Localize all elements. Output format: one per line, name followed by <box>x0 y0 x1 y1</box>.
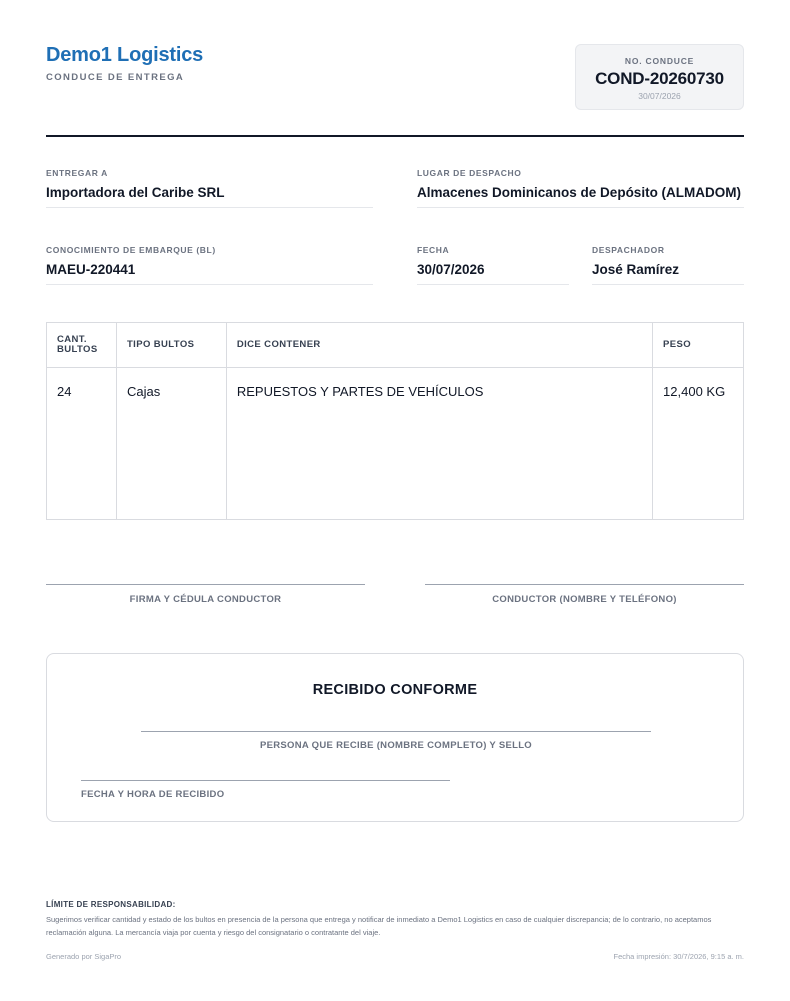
document-number-box <box>575 44 744 110</box>
disclaimer-text: Sugerimos verificar cantidad y estado de los bultos en presencia de la persona que entrega y notificar de inmediato a Demo1 Logistics en caso de cualquier discrepancia; de lo contrario, no aceptamos reclamación alguna. La mercancía viaja por cuenta y riesgo del consignatario o contratante del viaje. <box>46 915 712 937</box>
driver-name-label: CONDUCTOR (NOMBRE Y TELÉFONO) <box>492 594 677 605</box>
field-value: José Ramírez <box>592 262 680 277</box>
column-header-weight: PESO <box>653 323 744 368</box>
generated-by: Generado por SigaPro <box>46 952 122 961</box>
cell-contents: REPUESTOS Y PARTES DE VEHÍCULOS <box>226 368 652 520</box>
cell-weight: 12,400 KG <box>653 368 744 520</box>
column-header-contents: DICE CONTENER <box>226 323 652 368</box>
field-label: CONOCIMIENTO DE EMBARQUE (BL) <box>46 245 216 255</box>
column-header-qty: CANT. BULTOS <box>47 323 117 368</box>
field-value: 30/07/2026 <box>417 262 485 277</box>
items-table <box>46 322 744 520</box>
field-bill-of-lading <box>46 245 373 285</box>
received-datetime-line <box>81 780 450 800</box>
field-value: MAEU-220441 <box>46 262 136 277</box>
field-label: FECHA <box>417 245 450 255</box>
header-divider <box>46 135 744 137</box>
receiver-signature-label: PERSONA QUE RECIBE (NOMBRE COMPLETO) Y SELLO <box>259 740 532 751</box>
driver-signature-label: FIRMA Y CÉDULA CONDUCTOR <box>129 594 282 605</box>
cell-type: Cajas <box>116 368 226 520</box>
field-date <box>417 245 569 285</box>
field-label: ENTREGAR A <box>46 168 108 178</box>
received-box <box>46 653 744 822</box>
document-number-label: NO. CONDUCE <box>624 56 695 66</box>
received-datetime-label: FECHA Y HORA DE RECIBIDO <box>81 789 225 800</box>
driver-signature-line <box>46 584 365 605</box>
field-value: Importadora del Caribe SRL <box>46 185 225 200</box>
receiver-signature-line <box>141 731 651 751</box>
received-title: RECIBIDO CONFORME <box>312 682 478 698</box>
field-deliver-to <box>46 168 373 208</box>
cell-qty: 24 <box>47 368 117 520</box>
field-label: DESPACHADOR <box>592 245 665 255</box>
field-label: LUGAR DE DESPACHO <box>417 168 522 178</box>
print-timestamp: Fecha impresión: 30/7/2026, 9:15 a. m. <box>613 952 744 961</box>
driver-name-line <box>425 584 744 605</box>
table-header-row <box>47 323 744 368</box>
field-dispatch-place <box>417 168 744 208</box>
company-name: Demo1 Logistics <box>46 44 204 66</box>
field-dispatcher <box>592 245 744 285</box>
disclaimer-title: LÍMITE DE RESPONSABILIDAD: <box>46 900 176 909</box>
document-number: COND-20260730 <box>595 69 724 88</box>
document-type: CONDUCE DE ENTREGA <box>46 72 185 83</box>
column-header-type: TIPO BULTOS <box>116 323 226 368</box>
table-row <box>47 368 744 520</box>
field-value: Almacenes Dominicanos de Depósito (ALMADOM) <box>417 185 742 200</box>
document-date: 30/07/2026 <box>638 91 681 101</box>
